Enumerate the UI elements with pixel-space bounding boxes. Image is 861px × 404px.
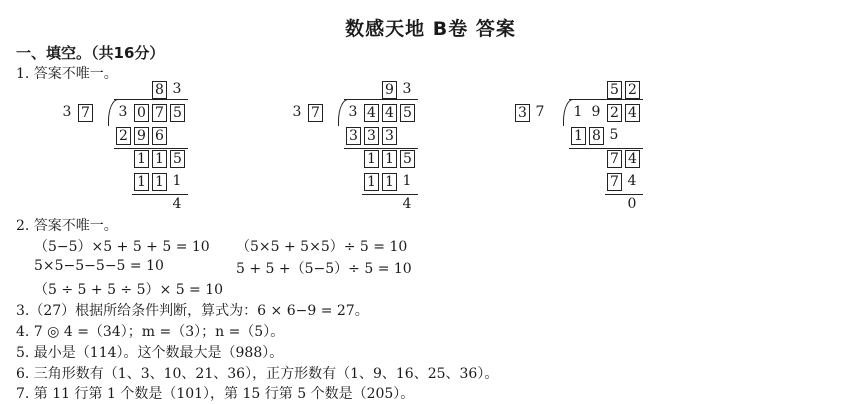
question-2: 2. 答案不唯一。 <box>16 218 118 234</box>
dividend-digit: 4 <box>382 104 397 122</box>
step-rule <box>132 194 188 195</box>
division-bar <box>344 99 418 100</box>
step3-digit: 4 <box>627 173 637 189</box>
divisor-digit: 7 <box>535 104 545 120</box>
dividend-digit: 9 <box>591 104 601 120</box>
step1-digit: 3 <box>364 127 379 145</box>
remainder-digit: 0 <box>627 196 637 212</box>
remainder-digit: 4 <box>402 196 412 212</box>
step1-digit: 9 <box>134 127 149 145</box>
division-bar <box>569 99 643 100</box>
quotient-digit: 5 <box>607 81 622 99</box>
step1-digit: 8 <box>589 127 604 145</box>
step-rule <box>344 148 418 149</box>
step3-digit: 1 <box>364 173 379 191</box>
quotient-digit: 9 <box>382 81 397 99</box>
step1-digit: 3 <box>382 127 397 145</box>
dividend-digit: 1 <box>573 104 583 120</box>
divisor-digit: 3 <box>292 104 302 120</box>
quotient-digit: 3 <box>402 81 412 97</box>
q2-equation-3: 5×5−5−5−5 = 10 <box>34 258 164 274</box>
dividend-digit: 5 <box>170 104 185 122</box>
remainder-digit: 4 <box>172 196 182 212</box>
section-heading: 一、填空。（共16分） <box>16 44 165 62</box>
step3-digit: 1 <box>152 173 167 191</box>
q2-equation-1: （5−5）×5 + 5 + 5 = 10 <box>34 239 210 255</box>
step3-digit: 1 <box>134 173 149 191</box>
step1-digit: 1 <box>571 127 586 145</box>
dividend-digit: 4 <box>625 104 640 122</box>
quotient-digit: 8 <box>152 81 167 99</box>
step2-digit: 1 <box>134 150 149 168</box>
dividend-digit: 5 <box>400 104 415 122</box>
step2-digit: 5 <box>170 150 185 168</box>
question-1: 1. 答案不唯一。 <box>16 66 118 82</box>
divisor-digit: 7 <box>308 104 323 122</box>
question-7: 7. 第 11 行第 1 个数是（101），第 15 行第 5 个数是（205）。 <box>16 386 415 402</box>
step2-digit: 7 <box>607 150 622 168</box>
step3-digit: 1 <box>172 173 182 189</box>
dividend-digit: 4 <box>364 104 379 122</box>
step2-digit: 1 <box>382 150 397 168</box>
dividend-digit: 3 <box>118 104 128 120</box>
step-rule <box>362 194 418 195</box>
quotient-digit: 3 <box>172 81 182 97</box>
step2-digit: 1 <box>364 150 379 168</box>
step3-digit: 7 <box>607 173 622 191</box>
quotient-digit: 2 <box>625 81 640 99</box>
divisor-digit: 3 <box>515 104 530 122</box>
divisor-digit: 3 <box>62 104 72 120</box>
dividend-digit: 3 <box>348 104 358 120</box>
step1-digit: 3 <box>346 127 361 145</box>
q2-equation-5: （5 ÷ 5 + 5 ÷ 5）× 5 = 10 <box>34 282 224 298</box>
step1-digit: 2 <box>116 127 131 145</box>
step-rule <box>569 148 643 149</box>
step1-digit: 5 <box>609 127 619 143</box>
q2-equation-4: 5 + 5 +（5−5）÷ 5 = 10 <box>236 261 412 277</box>
page-title: 数感天地 B卷 答案 <box>345 18 516 40</box>
step2-digit: 1 <box>152 150 167 168</box>
question-3: 3.（27）根据所给条件判断，算式为：6 × 6−9 = 27。 <box>16 303 369 319</box>
step1-digit: 6 <box>152 127 167 145</box>
step2-digit: 5 <box>400 150 415 168</box>
dividend-digit: 7 <box>152 104 167 122</box>
division-bar <box>114 99 188 100</box>
dividend-digit: 0 <box>134 104 149 122</box>
step-rule <box>605 194 643 195</box>
question-6: 6. 三角形数有（1、3、10、21、36），正方形数有（1、9、16、25、36）。 <box>16 366 499 382</box>
step2-digit: 4 <box>625 150 640 168</box>
step3-digit: 1 <box>382 173 397 191</box>
q2-equation-2: （5×5 + 5×5）÷ 5 = 10 <box>236 239 408 255</box>
question-5: 5. 最小是（114）。这个数最大是（988）。 <box>16 345 284 361</box>
step-rule <box>114 148 188 149</box>
step3-digit: 1 <box>402 173 412 189</box>
question-4: 4. 7 ◎ 4 =（34）；m =（3）；n =（5）。 <box>16 324 285 340</box>
divisor-digit: 7 <box>78 104 93 122</box>
dividend-digit: 2 <box>607 104 622 122</box>
